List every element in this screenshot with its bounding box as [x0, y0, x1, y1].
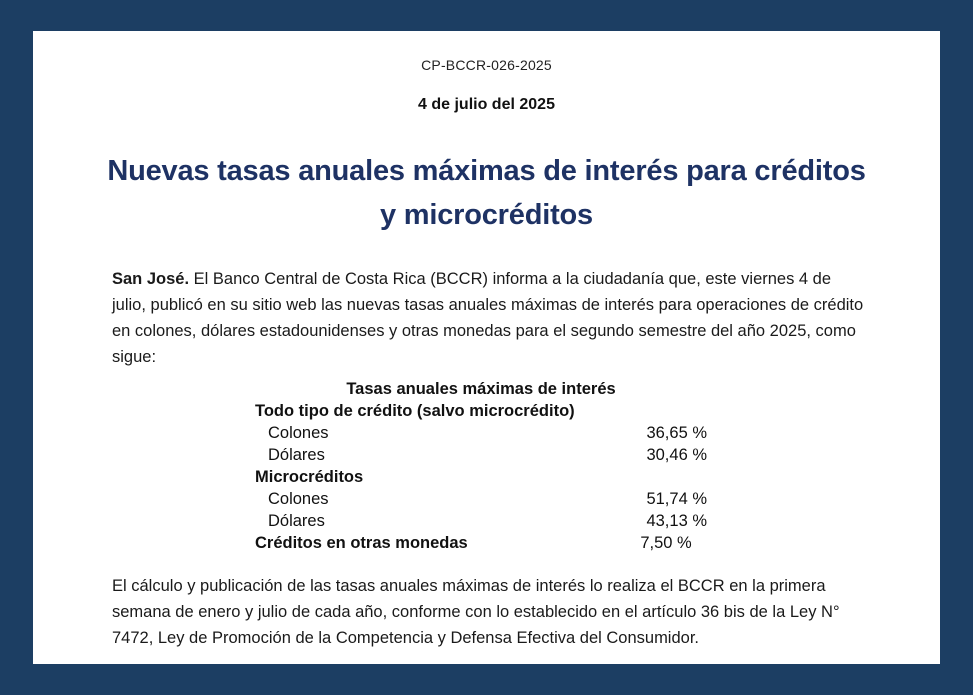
rates-table-title: Tasas anuales máximas de interés [346, 380, 616, 398]
table-row [255, 444, 707, 466]
intro-paragraph [112, 266, 866, 370]
rates-table [255, 378, 707, 554]
intro-lead: San José. [112, 270, 190, 288]
document-date: 4 de julio del 2025 [418, 96, 555, 113]
intro-body: El Banco Central de Costa Rica (BCCR) informa a la ciudadanía que, este viernes 4 de julio, publicó en su sitio web las nuevas tasas anuales máximas de interés para operaciones de crédito en colones, dólares estadounidenses y otras monedas para el segundo semestre del año 2025, como sigue: [112, 270, 864, 366]
table-row [255, 400, 707, 422]
closing-paragraph: El cálculo y publicación de las tasas anuales máximas de interés lo realiza el BCCR en la primera semana de enero y julio de cada año, conforme con lo establecido en el artículo 36 bis de la Ley N° 7472, Ley de Promoción de la Competencia y Defensa Efectiva del Consumidor. [112, 577, 840, 647]
row-value: 51,74 % [646, 490, 707, 508]
table-row [255, 422, 707, 444]
row-value: 36,65 % [646, 424, 707, 442]
row-value: 7,50 % [640, 534, 692, 552]
row-label: Colones [268, 424, 329, 442]
row-label: Todo tipo de crédito (salvo microcrédito) [255, 402, 575, 420]
row-label: Microcréditos [255, 468, 364, 486]
row-label: Créditos en otras monedas [255, 534, 468, 552]
row-label: Dólares [268, 512, 325, 530]
table-row [255, 532, 707, 554]
table-row [255, 466, 707, 488]
page-title: Nuevas tasas anuales máximas de interés para créditos y microcréditos [107, 155, 866, 231]
document-page [33, 31, 940, 664]
row-value: 43,13 % [646, 512, 707, 530]
row-label: Dólares [268, 446, 325, 464]
reference-number: CP-BCCR-026-2025 [421, 57, 552, 73]
row-value: 30,46 % [646, 446, 707, 464]
row-label: Colones [268, 490, 329, 508]
table-row [255, 488, 707, 510]
table-row [255, 510, 707, 532]
